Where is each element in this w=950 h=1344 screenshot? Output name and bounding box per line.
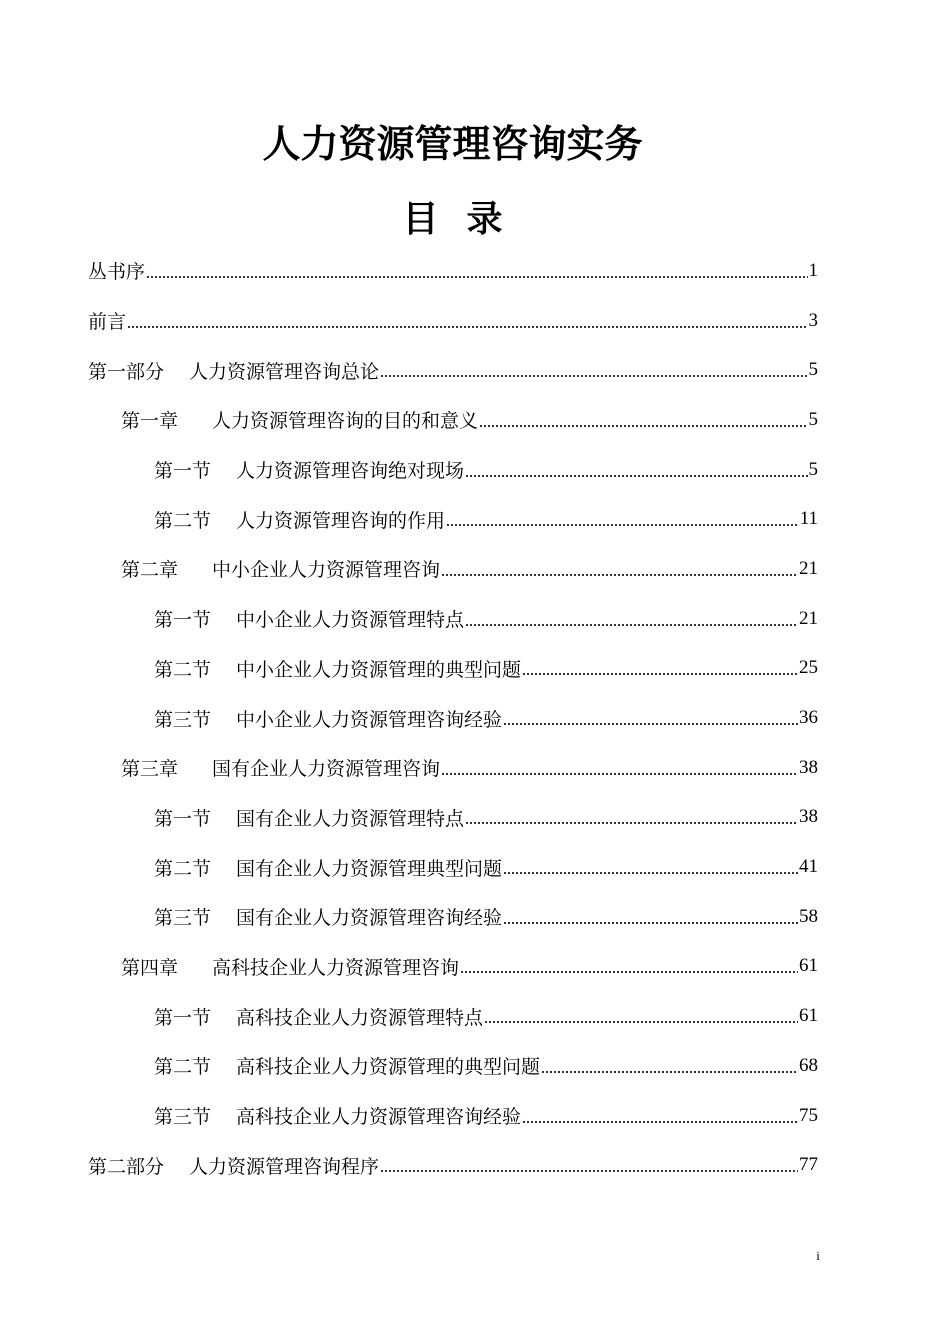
toc-entry[interactable] bbox=[88, 1041, 818, 1091]
toc-entry-label: 第一节 bbox=[154, 609, 212, 632]
page-number-footer: i bbox=[816, 1248, 820, 1263]
toc-entry-heading: 高科技企业人力资源管理咨询 bbox=[212, 956, 460, 979]
toc-entry-page-number: 68 bbox=[799, 1054, 818, 1076]
toc-entry-page-number: 5 bbox=[808, 458, 818, 480]
dot-leader bbox=[380, 1170, 798, 1172]
toc-entry-page-number: 21 bbox=[799, 557, 818, 579]
toc-entry-page-number: 1 bbox=[808, 259, 818, 281]
toc-entry-page-number: 75 bbox=[799, 1104, 818, 1126]
toc-entry[interactable] bbox=[88, 395, 818, 445]
toc-entry-heading: 中小企业人力资源管理咨询经验 bbox=[236, 708, 503, 731]
toc-entry-page-number: 77 bbox=[799, 1154, 818, 1176]
toc-entry-page-number: 3 bbox=[808, 309, 818, 331]
toc-heading: 目录 bbox=[402, 198, 531, 240]
dot-leader bbox=[522, 673, 798, 675]
toc-entry[interactable] bbox=[88, 942, 818, 992]
toc-entry-heading: 人力资源管理咨询程序 bbox=[189, 1155, 380, 1178]
toc-entry-label: 第二节 bbox=[154, 658, 212, 681]
dot-leader bbox=[380, 375, 807, 377]
toc-entry[interactable] bbox=[88, 494, 818, 544]
dot-leader bbox=[484, 1021, 798, 1023]
toc-entry-heading: 高科技企业人力资源管理特点 bbox=[236, 1006, 484, 1029]
toc-entry-heading: 国有企业人力资源管理咨询 bbox=[212, 758, 441, 781]
dot-leader bbox=[127, 326, 807, 328]
toc-entry-page-number: 61 bbox=[799, 955, 818, 977]
toc-entry-label: 第一节 bbox=[154, 807, 212, 830]
toc-entry[interactable] bbox=[88, 246, 818, 296]
dot-leader bbox=[146, 276, 807, 278]
dot-leader bbox=[441, 574, 798, 576]
toc-entry-label: 第一章 bbox=[121, 410, 179, 433]
dot-leader bbox=[446, 524, 799, 526]
toc-entry-page-number: 58 bbox=[799, 905, 818, 927]
toc-entry[interactable] bbox=[88, 793, 818, 843]
dot-leader bbox=[460, 971, 798, 973]
toc-entry-label: 第一节 bbox=[154, 1006, 212, 1029]
toc-entry[interactable] bbox=[88, 892, 818, 942]
toc-entry-heading: 国有企业人力资源管理典型问题 bbox=[236, 857, 503, 880]
toc-entry-page-number: 38 bbox=[799, 756, 818, 778]
toc-entry-page-number: 38 bbox=[799, 806, 818, 828]
toc-entry-label: 第二章 bbox=[121, 559, 179, 582]
document-title: 人力资源管理咨询实务 bbox=[262, 121, 643, 166]
toc-entry[interactable] bbox=[88, 594, 818, 644]
toc-entry-label: 第二部分 bbox=[88, 1155, 165, 1178]
toc-entry-label: 第二节 bbox=[154, 509, 212, 532]
dot-leader bbox=[465, 475, 807, 477]
toc-entry-page-number: 5 bbox=[808, 359, 818, 381]
toc-entry-page-number: 41 bbox=[799, 856, 818, 878]
toc-entry[interactable] bbox=[88, 1091, 818, 1141]
toc-entry-heading: 中小企业人力资源管理咨询 bbox=[212, 559, 441, 582]
toc-entry-page-number: 25 bbox=[799, 657, 818, 679]
dot-leader bbox=[465, 624, 798, 626]
toc-entry-heading: 国有企业人力资源管理特点 bbox=[236, 807, 465, 830]
toc-entry-heading: 高科技企业人力资源管理的典型问题 bbox=[236, 1056, 541, 1079]
toc-entry-heading: 人力资源管理咨询的作用 bbox=[236, 509, 446, 532]
toc-entry-heading: 国有企业人力资源管理咨询经验 bbox=[236, 907, 503, 930]
toc-entry-heading: 中小企业人力资源管理的典型问题 bbox=[236, 658, 522, 681]
toc-entry[interactable] bbox=[88, 544, 818, 594]
table-of-contents bbox=[88, 246, 818, 1190]
toc-entry-label: 第二节 bbox=[154, 857, 212, 880]
dot-leader bbox=[441, 773, 798, 775]
toc-entry-heading: 人力资源管理咨询的目的和意义 bbox=[212, 410, 479, 433]
toc-entry-heading: 人力资源管理咨询总论 bbox=[189, 360, 380, 383]
toc-entry[interactable] bbox=[88, 693, 818, 743]
toc-entry[interactable] bbox=[88, 842, 818, 892]
toc-entry[interactable] bbox=[88, 1140, 818, 1190]
toc-entry-page-number: 5 bbox=[808, 408, 818, 430]
toc-entry-label: 丛书序 bbox=[88, 261, 146, 284]
toc-entry-label: 第一部分 bbox=[88, 360, 165, 383]
toc-entry[interactable] bbox=[88, 991, 818, 1041]
toc-entry-label: 第二节 bbox=[154, 1056, 212, 1079]
dot-leader bbox=[503, 872, 798, 874]
toc-entry-heading: 高科技企业人力资源管理咨询经验 bbox=[236, 1106, 522, 1129]
dot-leader bbox=[465, 822, 798, 824]
toc-entry[interactable] bbox=[88, 296, 818, 346]
toc-entry-label: 前言 bbox=[88, 311, 127, 334]
dot-leader bbox=[541, 1071, 798, 1073]
toc-entry-page-number: 61 bbox=[799, 1005, 818, 1027]
toc-entry[interactable] bbox=[88, 644, 818, 694]
toc-entry[interactable] bbox=[88, 743, 818, 793]
toc-entry[interactable] bbox=[88, 445, 818, 495]
toc-entry-label: 第一节 bbox=[154, 460, 212, 483]
toc-entry-heading: 人力资源管理咨询绝对现场 bbox=[236, 460, 465, 483]
toc-entry-page-number: 21 bbox=[799, 607, 818, 629]
toc-entry-heading: 中小企业人力资源管理特点 bbox=[236, 609, 465, 632]
dot-leader bbox=[503, 723, 798, 725]
toc-entry-label: 第三节 bbox=[154, 907, 212, 930]
toc-entry-page-number: 11 bbox=[799, 508, 818, 530]
toc-entry-label: 第三章 bbox=[121, 758, 179, 781]
toc-entry-page-number: 36 bbox=[799, 707, 818, 729]
toc-entry-label: 第四章 bbox=[121, 956, 179, 979]
toc-entry-label: 第三节 bbox=[154, 1106, 212, 1129]
dot-leader bbox=[479, 425, 807, 427]
dot-leader bbox=[522, 1121, 798, 1123]
dot-leader bbox=[503, 922, 798, 924]
toc-entry[interactable] bbox=[88, 345, 818, 395]
toc-entry-label: 第三节 bbox=[154, 708, 212, 731]
